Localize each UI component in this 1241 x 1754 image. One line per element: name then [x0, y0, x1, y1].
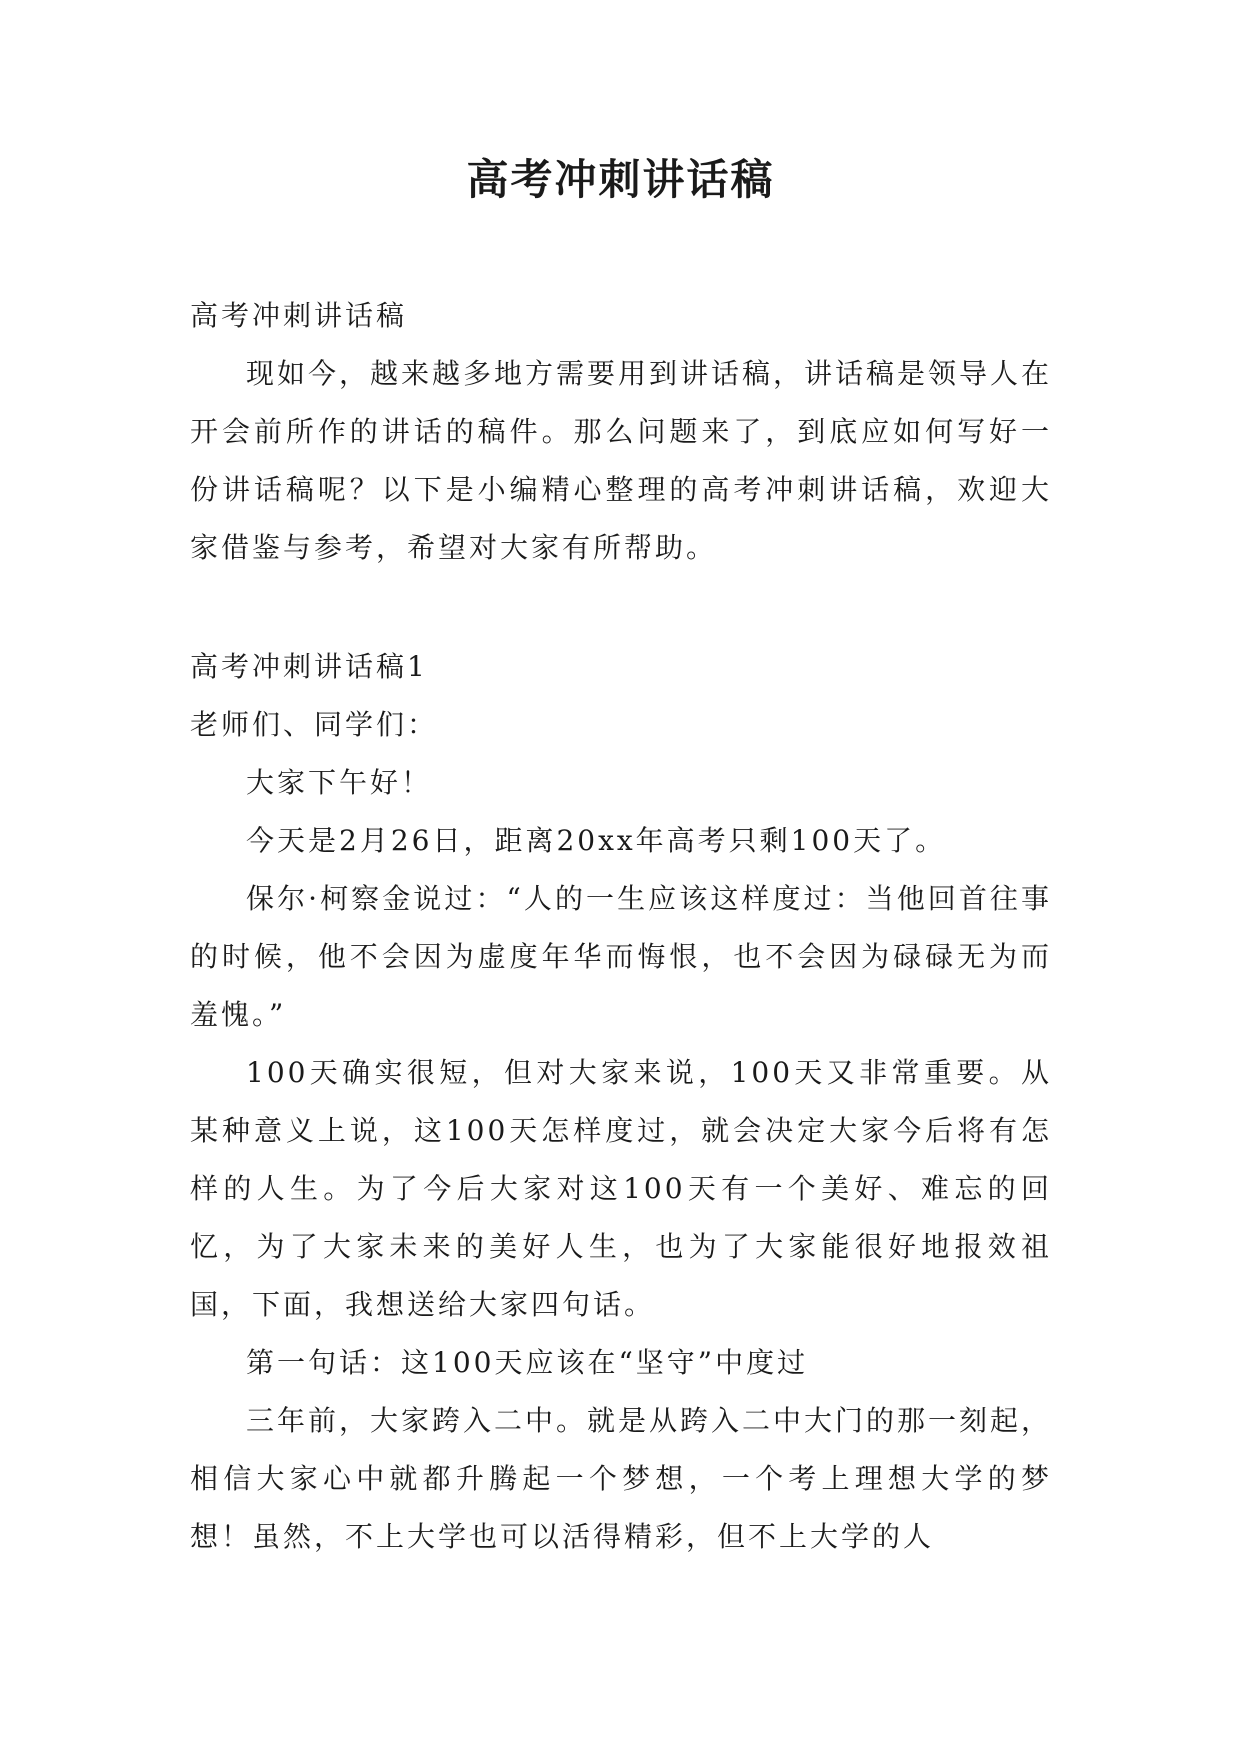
intro-block — [190, 287, 1052, 577]
salutation: 老师们、同学们： — [190, 708, 439, 741]
paragraph: 100天确实很短，但对大家来说，100天又非常重要。从某种意义上说，这100天怎样度过，就会决定大家今后将有怎样的人生。为了今后大家对这100天有一个美好、难忘的回忆，为了大家未来的美好人生，也为了大家能很好地报效祖国，下面，我想送给大家四句话。 — [190, 1056, 1052, 1321]
section-heading: 高考冲刺讲话稿1 — [190, 650, 428, 683]
paragraph: 大家下午好！ — [246, 766, 433, 799]
intro-paragraph: 现如今，越来越多地方需要用到讲话稿，讲话稿是领导人在开会前所作的讲话的稿件。那么问题来了，到底应如何写好一份讲话稿呢？以下是小编精心整理的高考冲刺讲话稿，欢迎大家借鉴与参考，希望对大家有所帮助。 — [190, 357, 1053, 564]
paragraph: 保尔·柯察金说过：“人的一生应该这样度过：当他回首往事的时候，他不会因为虚度年华而悔恨，也不会因为碌碌无为而羞愧。” — [190, 882, 1052, 1031]
paragraph: 今天是2月26日，距离20xx年高考只剩100天了。 — [246, 824, 947, 857]
document-title: 高考冲刺讲话稿 — [466, 155, 775, 204]
paragraph: 第一句话：这100天应该在“坚守”中度过 — [246, 1346, 809, 1379]
document-subtitle: 高考冲刺讲话稿 — [190, 299, 408, 332]
section-1 — [190, 638, 1052, 1566]
paragraph: 三年前，大家跨入二中。就是从跨入二中大门的那一刻起，相信大家心中就都升腾起一个梦想，一个考上理想大学的梦想！虽然，不上大学也可以活得精彩，但不上大学的人 — [190, 1404, 1053, 1553]
